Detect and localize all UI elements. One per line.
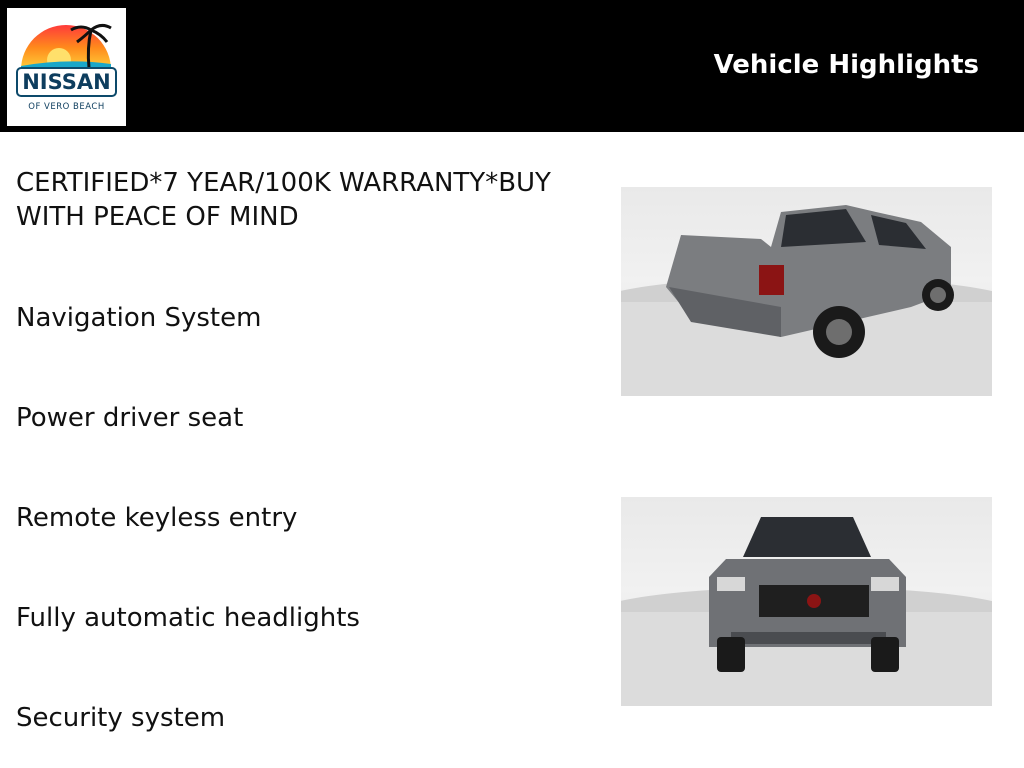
highlight-item-navigation: Navigation System [16, 303, 262, 333]
svg-text:NISSAN: NISSAN [22, 70, 111, 94]
highlight-item-keyless-entry: Remote keyless entry [16, 503, 298, 533]
highlight-item-warranty: CERTIFIED*7 YEAR/100K WARRANTY*BUY WITH PEACE OF MIND [16, 168, 551, 232]
highlight-item-headlights: Fully automatic headlights [16, 603, 360, 633]
truck-front-photo [621, 497, 992, 706]
svg-text:OF VERO BEACH: OF VERO BEACH [28, 102, 105, 112]
page-title: Vehicle Highlights [713, 50, 979, 80]
dealer-logo[interactable] [7, 8, 126, 126]
palm-sunset-logo-icon [7, 8, 126, 126]
highlight-item-power-seat: Power driver seat [16, 403, 244, 433]
highlight-item-security: Security system [16, 703, 226, 733]
truck-rear-photo [621, 187, 992, 396]
header-bar [0, 0, 1024, 132]
